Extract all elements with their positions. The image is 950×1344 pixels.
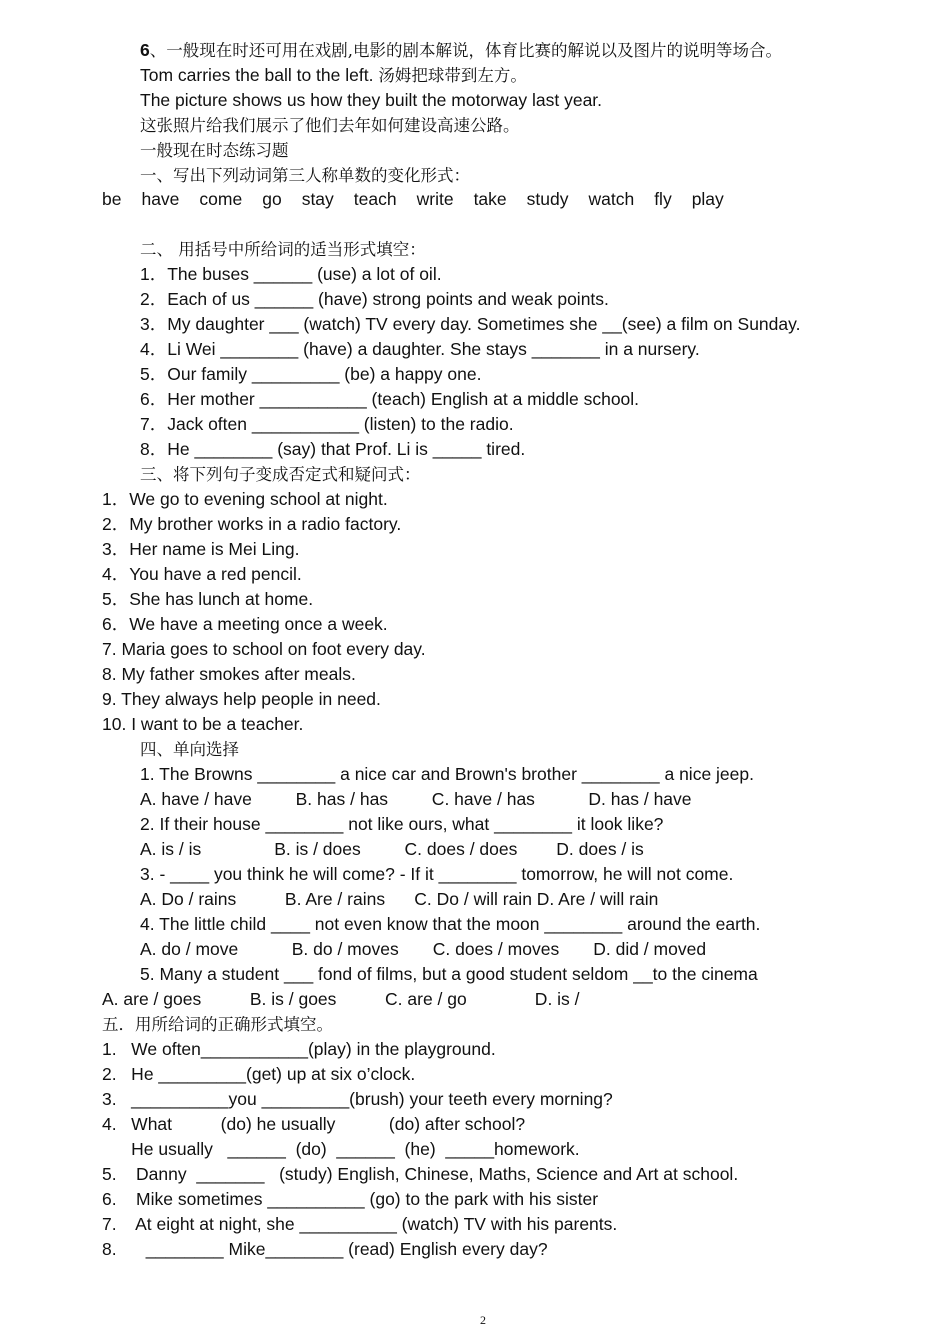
fill-line: He usually ______ (do) ______ (he) _____homework. <box>102 1139 580 1159</box>
verb-item: take <box>473 189 507 209</box>
fill-line: 2. He _________(get) up at six o’clock. <box>102 1064 416 1084</box>
example-1-zh: 汤姆把球带到左方。 <box>378 66 527 85</box>
exercise-item: 5．Our family _________ (be) a happy one. <box>140 364 482 384</box>
sentence-item: 6．We have a meeting once a week. <box>102 614 388 634</box>
fill-line: 1. We often___________(play) in the playground. <box>102 1039 496 1059</box>
exercise-item: 2．Each of us ______ (have) strong points and weak points. <box>140 289 609 309</box>
fill-line: 8. ________ Mike________ (read) English every day? <box>102 1239 548 1259</box>
sentence-item: 5．She has lunch at home. <box>102 589 314 609</box>
example-2-en: The picture shows us how they built the motorway last year. <box>140 90 603 110</box>
verb-item: play <box>691 189 724 209</box>
section3-title: 三、将下列句子变成否定式和疑问式： <box>140 465 421 484</box>
rule-6-text: 、一般现在时还可用在戏剧,电影的剧本解说，体育比赛的解说以及图片的说明等场合。 <box>149 41 782 60</box>
rule-6-number: 6 <box>140 40 150 60</box>
options-line: A. are / goes B. is / goes C. are / go D. is / <box>102 989 580 1009</box>
sentence-item: 10. I want to be a teacher. <box>102 714 304 734</box>
verb-item: be <box>102 189 122 209</box>
section4-title: 四、单向选择 <box>140 740 239 759</box>
sentence-item: 8. My father smokes after meals. <box>102 664 356 684</box>
verb-list <box>102 187 744 212</box>
exercise-item: 4．Li Wei ________ (have) a daughter. She stays _______ in a nursery. <box>140 339 700 359</box>
fill-line: 4. What (do) he usually (do) after school? <box>102 1114 526 1134</box>
page-number: 2 <box>480 1313 486 1327</box>
sentence-item: 4．You have a red pencil. <box>102 564 302 584</box>
verb-item: have <box>141 189 180 209</box>
question-line: 1. The Browns ________ a nice car and Brown's brother ________ a nice jeep. <box>140 764 754 784</box>
verb-item: study <box>526 189 569 209</box>
example-1-en: Tom carries the ball to the left. <box>140 65 374 85</box>
exercise-title: 一般现在时态练习题 <box>140 141 289 160</box>
verb-item: watch <box>588 189 635 209</box>
fill-line: 5. Danny _______ (study) English, Chinese, Maths, Science and Art at school. <box>102 1164 739 1184</box>
exercise-item: 1．The buses ______ (use) a lot of oil. <box>140 264 442 284</box>
rule-6 <box>140 38 782 63</box>
sentence-item: 3．Her name is Mei Ling. <box>102 539 300 559</box>
exercise-item: 8．He ________ (say) that Prof. Li is _____ tired. <box>140 439 526 459</box>
exercise-item: 3．My daughter ___ (watch) TV every day. Sometimes she __(see) a film on Sunday. <box>140 314 801 334</box>
example-1 <box>140 63 527 88</box>
section2-title: 二、 用括号中所给词的适当形式填空： <box>140 240 426 259</box>
verb-item: come <box>199 189 243 209</box>
exercise-item: 7．Jack often ___________ (listen) to the radio. <box>140 414 514 434</box>
options-line: A. is / is B. is / does C. does / does D. does / is <box>140 839 644 859</box>
sentence-item: 1．We go to evening school at night. <box>102 489 388 509</box>
verb-item: stay <box>301 189 334 209</box>
verb-item: teach <box>353 189 397 209</box>
options-line: A. Do / rains B. Are / rains C. Do / will rain D. Are / will rain <box>140 889 659 909</box>
exercise-item: 6．Her mother ___________ (teach) English at a middle school. <box>140 389 640 409</box>
verb-item: fly <box>654 189 672 209</box>
sentence-item: 7. Maria goes to school on foot every day. <box>102 639 426 659</box>
question-line: 3. - ____ you think he will come? - If it ________ tomorrow, he will not come. <box>140 864 734 884</box>
question-line: 2. If their house ________ not like ours, what ________ it look like? <box>140 814 664 834</box>
sentence-item: 9. They always help people in need. <box>102 689 381 709</box>
fill-line: 3. __________you _________(brush) your teeth every morning? <box>102 1089 613 1109</box>
section1-title: 一、写出下列动词第三人称单数的变化形式： <box>140 166 470 185</box>
verb-item: go <box>262 189 282 209</box>
section5-title: 五．用所给词的正确形式填空。 <box>102 1015 333 1034</box>
fill-line: 7. At eight at night, she __________ (watch) TV with his parents. <box>102 1214 618 1234</box>
question-line: 5. Many a student ___ fond of films, but a good student seldom __to the cinema <box>140 964 758 984</box>
fill-line: 6. Mike sometimes __________ (go) to the park with his sister <box>102 1189 599 1209</box>
sentence-item: 2．My brother works in a radio factory. <box>102 514 402 534</box>
example-2-zh: 这张照片给我们展示了他们去年如何建设高速公路。 <box>140 116 520 135</box>
question-line: 4. The little child ____ not even know that the moon ________ around the earth. <box>140 914 761 934</box>
verb-item: write <box>416 189 454 209</box>
options-line: A. have / have B. has / has C. have / has D. has / have <box>140 789 692 809</box>
options-line: A. do / move B. do / moves C. does / moves D. did / moved <box>140 939 707 959</box>
